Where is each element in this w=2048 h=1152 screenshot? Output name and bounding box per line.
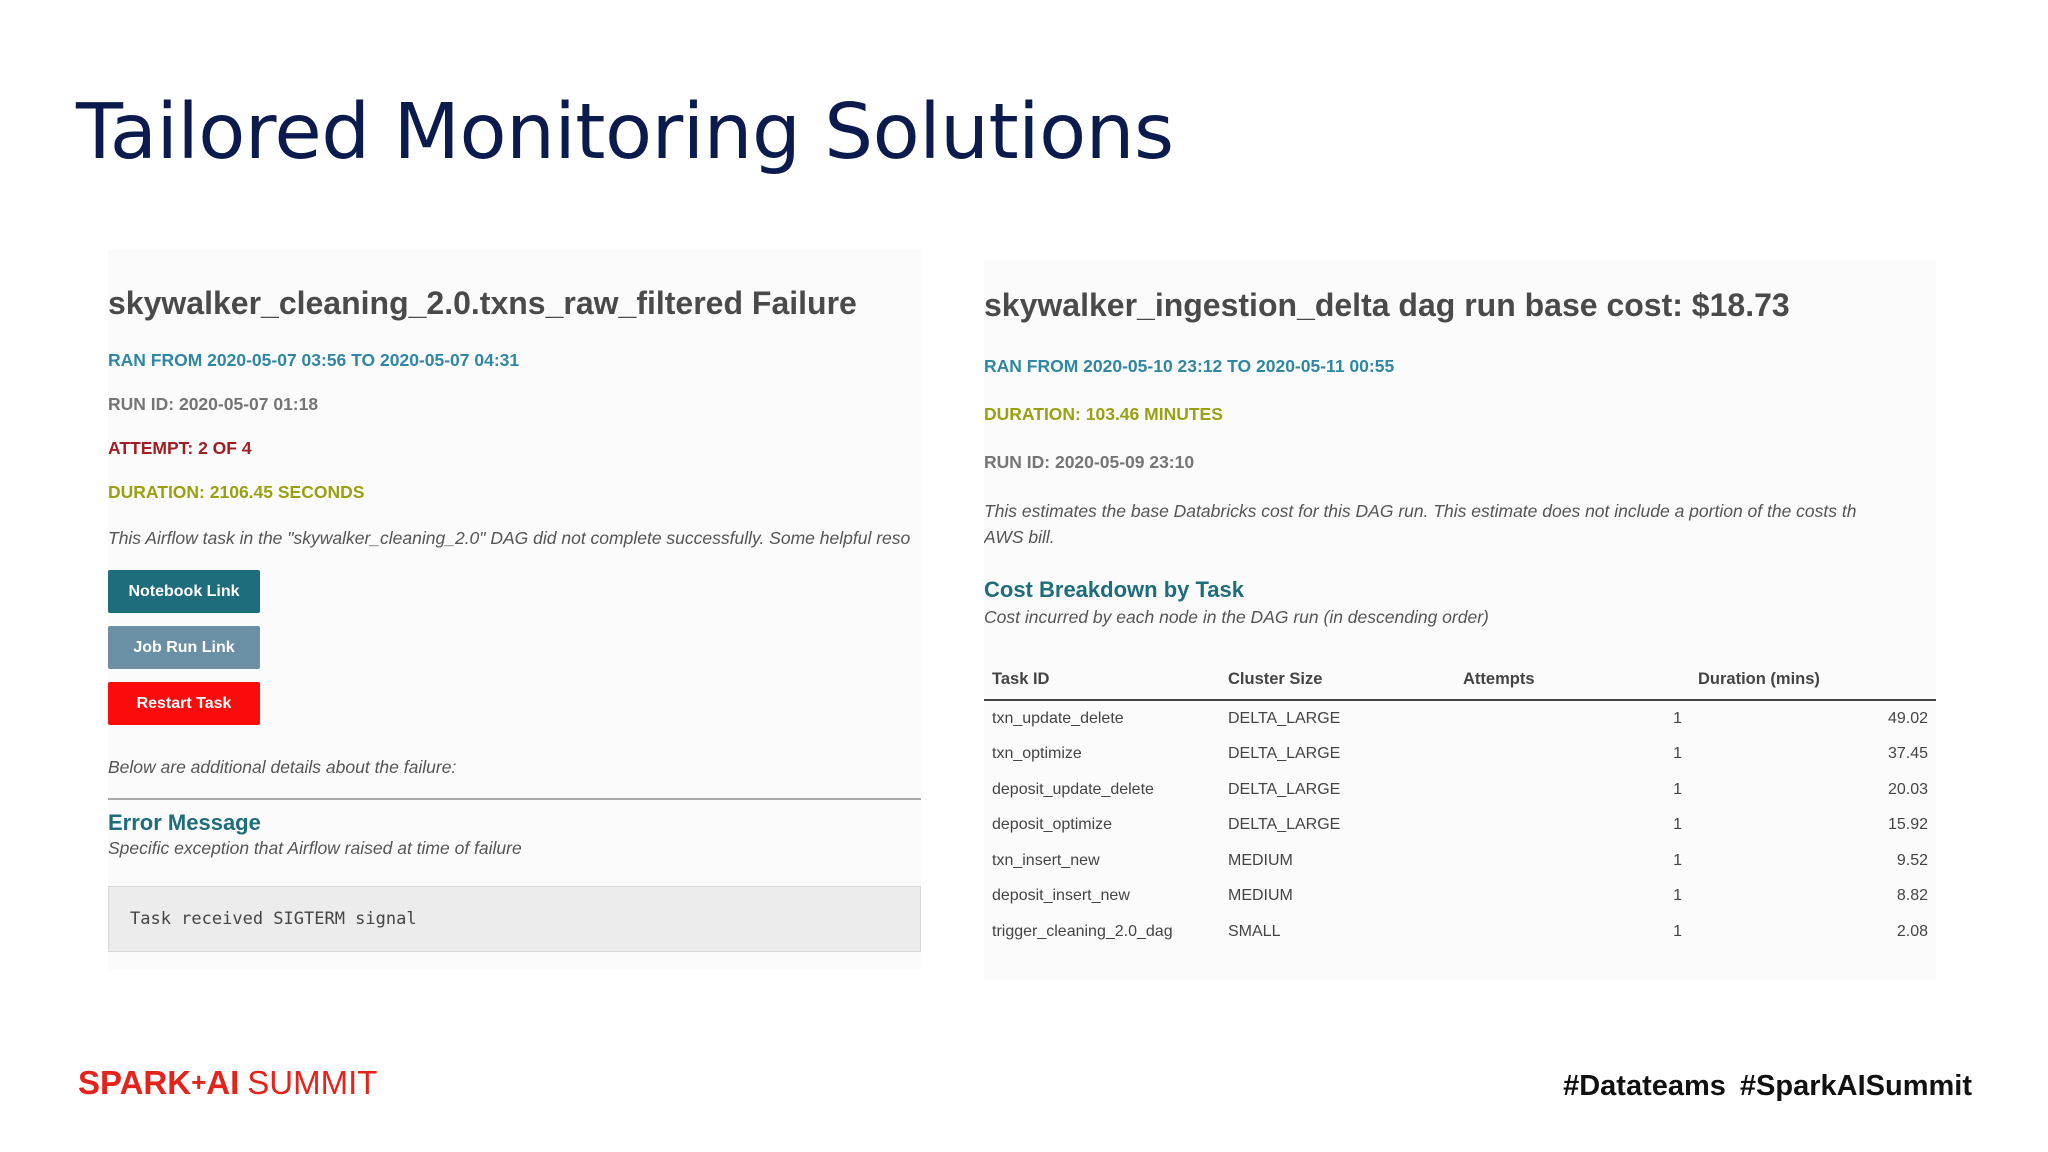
failure-duration: DURATION: 2106.45 SECONDS — [108, 482, 365, 502]
failure-details-intro: Below are additional details about the failure: — [108, 757, 457, 777]
header-attempts: Attempts — [1455, 659, 1690, 700]
cell-attempts: 1 — [1673, 851, 1682, 869]
cost-breakdown-table — [984, 659, 1936, 950]
cell-task-id: trigger_cleaning_2.0_dag — [992, 922, 1173, 940]
cell-cluster-size: SMALL — [1228, 922, 1281, 940]
cell-cluster-size: MEDIUM — [1228, 851, 1293, 869]
cell-duration: 49.02 — [1887, 709, 1928, 727]
slide-title: Tailored Monitoring Solutions — [76, 88, 1174, 177]
cell-attempts: 1 — [1673, 780, 1682, 798]
notebook-link-button[interactable]: Notebook Link — [108, 570, 260, 613]
cell-attempts: 1 — [1673, 922, 1682, 940]
header-task-id: Task ID — [984, 659, 1220, 700]
header-duration: Duration (mins) — [1690, 659, 1936, 700]
error-message-text: Task received SIGTERM signal — [130, 909, 417, 929]
cell-duration: 37.45 — [1887, 745, 1928, 763]
cell-task-id: txn_insert_new — [992, 851, 1100, 869]
cost-description-line2: AWS bill. — [984, 527, 1055, 547]
error-message-box — [108, 886, 921, 952]
logo-spark-text: SPARK — [78, 1064, 192, 1101]
header-cluster-size: Cluster Size — [1220, 659, 1455, 700]
logo-plus-text: + — [191, 1067, 207, 1097]
cell-duration: 8.82 — [1896, 887, 1928, 905]
footer-hashtags — [1563, 1070, 1972, 1103]
cell-task-id: deposit_insert_new — [992, 887, 1130, 905]
failure-email-panel — [108, 250, 921, 970]
failure-ran-from: RAN FROM 2020-05-07 03:56 TO 2020-05-07 04:31 — [108, 350, 520, 370]
cell-attempts: 1 — [1673, 745, 1682, 763]
cost-email-panel — [984, 260, 1936, 980]
table-row — [984, 808, 1936, 844]
cost-breakdown-subtitle: Cost incurred by each node in the DAG run (in descending order) — [984, 607, 1489, 627]
table-row — [984, 772, 1936, 808]
cell-duration: 9.52 — [1896, 851, 1928, 869]
cell-cluster-size: DELTA_LARGE — [1228, 816, 1341, 834]
section-divider — [108, 798, 921, 800]
cell-attempts: 1 — [1673, 816, 1682, 834]
cell-cluster-size: MEDIUM — [1228, 887, 1293, 905]
error-message-subtitle: Specific exception that Airflow raised at time of failure — [108, 838, 522, 858]
table-row — [984, 737, 1936, 773]
cost-breakdown-title: Cost Breakdown by Task — [984, 577, 1244, 602]
hashtag-datateams: #Datateams — [1563, 1070, 1726, 1102]
job-run-link-button[interactable]: Job Run Link — [108, 626, 260, 669]
logo-summit-text: SUMMIT — [247, 1064, 378, 1101]
table-row — [984, 879, 1936, 915]
table-row — [984, 700, 1936, 737]
table-header-row — [984, 659, 1936, 700]
cell-cluster-size: DELTA_LARGE — [1228, 780, 1341, 798]
cost-ran-from: RAN FROM 2020-05-10 23:12 TO 2020-05-11 00:55 — [984, 356, 1395, 376]
cell-task-id: txn_optimize — [992, 745, 1082, 763]
restart-task-button[interactable]: Restart Task — [108, 682, 260, 725]
cost-duration: DURATION: 103.46 MINUTES — [984, 404, 1223, 424]
table-row — [984, 843, 1936, 879]
failure-run-id: RUN ID: 2020-05-07 01:18 — [108, 394, 319, 414]
cell-cluster-size: DELTA_LARGE — [1228, 745, 1341, 763]
cell-duration: 20.03 — [1887, 780, 1928, 798]
cost-run-id: RUN ID: 2020-05-09 23:10 — [984, 452, 1195, 472]
failure-attempt: ATTEMPT: 2 OF 4 — [108, 438, 252, 458]
cell-duration: 2.08 — [1896, 922, 1928, 940]
error-message-title: Error Message — [108, 810, 261, 835]
failure-description: This Airflow task in the "skywalker_cleaning_2.0" DAG did not complete successfully. Some helpful reso — [108, 528, 911, 548]
cell-task-id: deposit_optimize — [992, 816, 1113, 834]
logo-ai-text: AI — [206, 1064, 240, 1101]
cell-attempts: 1 — [1673, 887, 1682, 905]
spark-ai-summit-logo — [78, 1064, 377, 1102]
table-row — [984, 914, 1936, 950]
cell-attempts: 1 — [1673, 709, 1682, 727]
cost-description-line1: This estimates the base Databricks cost for this DAG run. This estimate does not include a portion of the costs th — [984, 501, 1857, 521]
hashtag-sparkaisummit: #SparkAISummit — [1739, 1070, 1972, 1102]
cell-cluster-size: DELTA_LARGE — [1228, 709, 1341, 727]
cell-task-id: txn_update_delete — [992, 709, 1124, 727]
failure-email-title: skywalker_cleaning_2.0.txns_raw_filtered Failure — [108, 285, 857, 321]
cell-duration: 15.92 — [1887, 816, 1928, 834]
cell-task-id: deposit_update_delete — [992, 780, 1154, 798]
cost-email-title: skywalker_ingestion_delta dag run base cost: $18.73 — [984, 287, 1790, 323]
